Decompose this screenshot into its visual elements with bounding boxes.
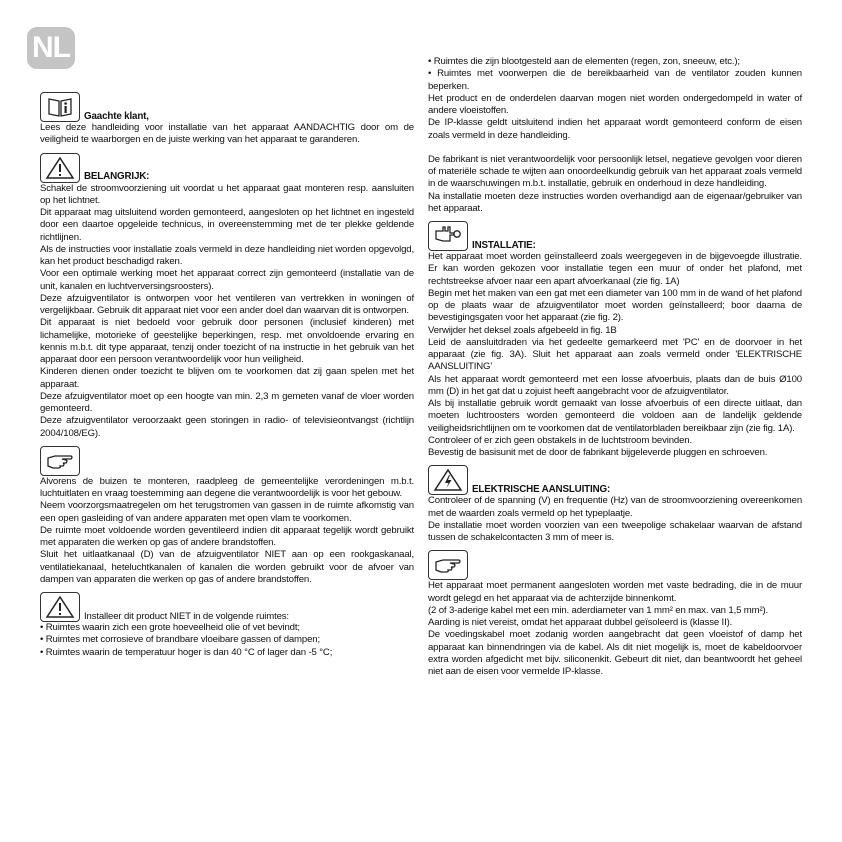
right-column (428, 56, 802, 678)
rooms-bullet-3: • Ruimtes waarin de temperatuur hoger is dan 40 °C of lager dan -5 °C; (40, 646, 333, 658)
important-line-1: Schakel de stroomvoorziening uit voordat u het apparaat gaat monteren resp. aansluiten op het lichtnet. (40, 182, 414, 206)
electrical-heading: ELEKTRISCHE AANSLUITING: (472, 484, 611, 495)
left-column (40, 90, 414, 659)
pointing-hand-icon (40, 446, 80, 476)
language-badge: NL (27, 27, 75, 69)
intro-heading: Gaachte klant, (84, 110, 149, 122)
rooms-bullet-5: • Ruimtes met voorwerpen die de bereikbaarheid van de ventilator zouden kunnen beperken. (428, 68, 802, 92)
section-electrical-header (428, 465, 802, 495)
important-line-8: Deze afzuigventilator moet op een hoogte van min. 2,3 m gemeten vanaf de vloer worden gemonteerd. (40, 390, 414, 414)
electrical-line-2: De installatie moet worden voorzien van een tweepolige schakelaar waarvan de afstand tussen de schakelcontacten 3 mm of meer is. (428, 519, 802, 543)
water-line: Het product en de onderdelen daarvan mogen niet worden ondergedompeld in water of andere vloeistoffen. (428, 92, 802, 116)
rooms-heading: Installeer dit product NIET in de volgende ruimtes: (84, 610, 289, 622)
rooms-bullet-2: • Ruimtes met corrosieve of brandbare vloeibare gassen of dampen; (40, 634, 320, 646)
installation-line-2: Begin met het maken van een gat met een diameter van 100 mm in de wand of het plafond op de plaats waar de afzuigventilator moet worden geïnstalleerd; boor daarna de bevestigingsgaten voor het apparaat (zie fig. 2). (428, 287, 802, 324)
installation-line-6: Als bij installatie gebruik wordt gemaakt van losse afvoerbuis of een directe uitlaat, dan moeten luchtroosters worden gemonteerd die voldoen aan de landelijk geldende veiligheidsrichtlijnen om te voorkomen dat de ventilatorbladen bereikbaar zijn (zie fig. 1A). (428, 398, 802, 434)
installation-line-4: Leid de aansluitdraden via het gedeelte gemarkeerd met 'PC' en de doorvoer in het apparaat (zie fig. 3A). Sluit het apparaat aan zoals vermeld onder 'ELEKTRISCHE AANSLUITING' (428, 336, 802, 373)
electrical-line-1: Controleer of de spanning (V) en frequentie (Hz) van de stroomvoorziening overeenkomen met de waarden zoals vermeld op het typeplaatje. (428, 495, 802, 519)
note-line-3: Sluit het uitlaatkanaal (D) van de afzuigventilator NIET aan op een rookgaskanaal, ventilatiekanaal, heteluchtkanalen of kanalen die worden gebruikt voor de afvoer van dampen van apparaten die werken op gas of andere brandstoffen. (40, 549, 414, 585)
section-note-header (40, 446, 414, 476)
important-line-2: Dit apparaat mag uitsluitend worden gemonteerd, aangesloten op het lichtnet en ingesteld door een daartoe opgeleide technicus, in overeenstemming met de ter plekke geldende richtlijnen. (40, 207, 414, 243)
installation-heading: INSTALLATIE: (472, 239, 536, 251)
note-paragraph: Alvorens de buizen te monteren, raadpleeg de gemeentelijke verordeningen m.b.t. luchtuitlaten en vraag toestemming aan degene die verantwoordelijk is voor het gebouw. (40, 475, 414, 499)
note-line-1: Neem voorzorgsmaatregelen om het terugstromen van gassen in de ruimte afkomstig van een open gasleiding of van andere apparaten met open vlam te voorkomen. (40, 500, 414, 524)
installation-line-8: Bevestig de basisunit met de door de fabrikant bijgeleverde pluggen en schroeven. (428, 447, 768, 458)
wiring-line-3: De voedingskabel moet zodanig worden aangebracht dat geen vloeistof of damp het apparaat kan binnendringen via de kabel. Als dit niet mogelijk is, moet de kabeldoorvoer extra worden afgedicht met bijv. siliconenkit. Gebeurt dit niet, dan beantwoordt het geheel niet aan de eisen voor vermelde IP-klasse. (428, 629, 802, 677)
installation-line-3: Verwijder het deksel zoals afgebeeld in fig. 1B (428, 324, 617, 336)
installation-line-1: Het apparaat moet worden geïnstalleerd zoals weergegeven in de bijgevoegde illustratie. Er kan worden gekozen voor installatie tegen een muur of onder het plafond, met rechtstreekse afvoer naar een apart afvoerkanaal (zie fig. 1A) (428, 251, 802, 287)
wrench-hand-icon (428, 221, 468, 251)
installation-line-5: Als het apparaat wordt gemonteerd met een losse afvoerbuis, plaats dan de buis Ø100 mm (D) in het gat dat u zojuist heeft aangebracht voor de afzuigventilator. (428, 373, 802, 397)
section-important-header (40, 153, 414, 183)
manual-info-icon (40, 92, 80, 122)
important-line-3: Als de instructies voor installatie zoals vermeld in deze handleiding niet worden opgevolgd, kan het product beschadigd raken. (40, 243, 414, 267)
important-line-6: Dit apparaat is niet bedoeld voor gebruik door personen (inclusief kinderen) met lichamelijke, motorieke of geestelijke beperkingen, resp. met onvoldoende ervaring en kennis m.b.t. dit type apparaat, tenzij onder toezicht of na instructie in het gebruik van het apparaat door een persoon verantwoordelijk voor hun veiligheid. (40, 317, 414, 365)
important-line-4: Voor een optimale werking moet het apparaat correct zijn gemonteerd (installatie van de unit, kanalen en luchtverversingsroosters). (40, 268, 414, 292)
wiring-first: Het apparaat moet permanent aangesloten worden met vaste bedrading, die in de muur wordt gelegd en het apparaat via de achterzijde binnenkomt. (428, 580, 802, 604)
installation-line-7: Controleer of er zich geen obstakels in de luchtstroom bevinden. (428, 434, 692, 446)
section-installation-header (428, 221, 802, 251)
note-line-2: De ruimte moet voldoende worden geventileerd indien dit apparaat tegelijk wordt gebruikt met apparaten die werken op gas of andere brandstoffen. (40, 524, 414, 548)
warning-icon (40, 592, 80, 622)
wiring-line-2: Aarding is niet vereist, omdat het apparaat dubbel geïsoleerd is (klasse II). (428, 617, 733, 628)
handover-line: Na installatie moeten deze instructies worden overhandigd aan de eigenaar/gebruiker van het apparaat. (428, 190, 802, 214)
rooms-bullet-4: • Ruimtes die zijn blootgesteld aan de elementen (regen, zon, sneeuw, etc.); (428, 56, 740, 67)
pointing-hand-icon (428, 550, 468, 580)
important-line-7: Kinderen dienen onder toezicht te blijven om te voorkomen dat zij gaan spelen met het apparaat. (40, 366, 414, 390)
wiring-line-1: (2 of 3-aderige kabel met een min. aderdiameter van 1 mm² en max. van 1,5 mm²). (428, 604, 769, 616)
warning-icon (40, 153, 80, 183)
important-line-5: Deze afzuigventilator is ontworpen voor het ventileren van vertrekken in woningen of vergelijkbaar. Gebruik dit apparaat niet voor een ander doel dan waarvan dit is ontworpen. (40, 292, 414, 316)
section-intro-header (40, 92, 414, 122)
section-rooms-header (40, 592, 414, 622)
liability-line: De fabrikant is niet verantwoordelijk voor persoonlijk letsel, negatieve gevolgen voor dieren of materiële schade te wijten aan onoordeelkundig gebruik van het apparaat zoals vermeld in de waarschuwingen m.b.t. installatie, gebruik en onderhoud in deze handleiding. (428, 153, 802, 190)
section-wiring-header (428, 550, 802, 580)
electric-hazard-icon (428, 465, 468, 495)
important-heading: BELANGRIJK: (84, 171, 150, 183)
rooms-bullet-1: • Ruimtes waarin zich een grote hoeveelheid olie of vet bevindt; (40, 622, 300, 633)
important-line-9: Deze afzuigventilator veroorzaakt geen storingen in radio- of televisieontvangst (richtlijn 2004/108/EG). (40, 415, 414, 439)
ip-line: De IP-klasse geldt uitsluitend indien het apparaat wordt gemonteerd conform de eisen zoals vermeld in deze handleiding. (428, 117, 802, 141)
intro-paragraph: Lees deze handleiding voor installatie van het apparaat AANDACHTIG door om de veiligheid te waarborgen en de juiste werking van het apparaat te garanderen. (40, 122, 414, 146)
